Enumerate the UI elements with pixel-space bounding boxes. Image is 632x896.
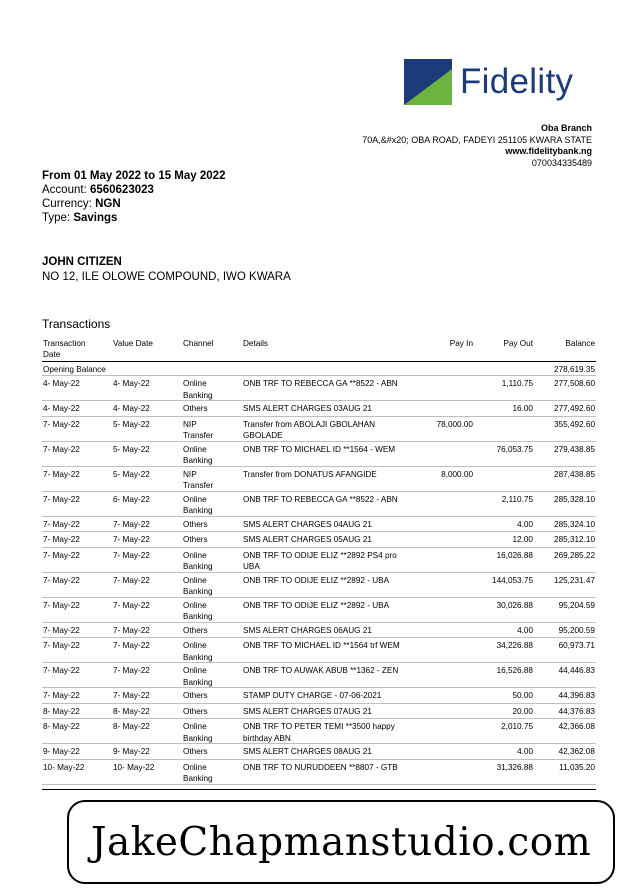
cell-channel: NIP Transfer <box>183 469 214 490</box>
cell-pay-out: 76,053.75 <box>496 444 533 454</box>
cell-transaction-date: 9- May-22 <box>43 747 80 756</box>
opening-balance-value: 278,619.35 <box>554 365 595 374</box>
branch-info <box>362 123 592 169</box>
table-row <box>42 744 596 760</box>
cell-details: ONB TRF TO ODIJE ELIZ **2892 - UBA <box>243 600 390 610</box>
cell-transaction-date: 7- May-22 <box>43 519 80 529</box>
cell-transaction-date: 8- May-22 <box>43 706 80 716</box>
header-transaction-date: Transaction Date <box>43 339 86 359</box>
cell-value-date: 7- May-22 <box>113 519 150 529</box>
table-row <box>42 688 596 704</box>
cell-channel: Online Banking <box>183 444 213 465</box>
table-row <box>42 598 596 623</box>
cell-details: ONB TRF TO REBECCA GA **8522 - ABN <box>243 379 398 388</box>
watermark-text: JakeChapmanstudio.com <box>90 819 592 865</box>
cell-transaction-date: 8- May-22 <box>43 722 80 731</box>
currency-label: Currency: <box>42 198 92 210</box>
cell-channel: Online Banking <box>183 722 213 743</box>
cell-value-date: 7- May-22 <box>113 535 150 544</box>
cell-transaction-date: 7- May-22 <box>43 641 80 650</box>
cell-balance: 285,312.10 <box>554 535 595 544</box>
table-row <box>42 417 596 442</box>
branch-website: www.fidelitybank.ng <box>505 146 592 156</box>
cell-value-date: 7- May-22 <box>113 600 150 610</box>
table-row <box>42 376 596 401</box>
fidelity-logo <box>404 59 573 105</box>
cell-channel: Others <box>183 625 208 635</box>
cell-pay-in: 8,000.00 <box>441 469 473 479</box>
cell-value-date: 7- May-22 <box>113 550 150 560</box>
cell-details: ONB TRF TO ODIJE ELIZ **2892 PS4 pro UBA <box>243 550 397 571</box>
cell-details: ONB TRF TO ODIJE ELIZ **2892 - UBA <box>243 575 390 585</box>
cell-balance: 95,200.59 <box>558 625 595 635</box>
cell-balance: 95,204.59 <box>558 600 595 610</box>
cell-channel: Online Banking <box>183 641 213 662</box>
cell-transaction-date: 7- May-22 <box>43 444 80 454</box>
cell-details: SMS ALERT CHARGES 08AUG 21 <box>243 747 372 756</box>
cell-value-date: 7- May-22 <box>113 625 150 635</box>
cell-details: ONB TRF TO REBECCA GA **8522 - ABN <box>243 494 398 504</box>
cell-transaction-date: 7- May-22 <box>43 494 80 504</box>
cell-balance: 44,376.83 <box>558 706 595 716</box>
cell-details: Transfer from ABOLAJI GBOLAHAN GBOLADE <box>243 419 376 440</box>
cell-details: ONB TRF TO PETER TEMI **3500 happy birthday ABN <box>243 722 395 743</box>
cell-transaction-date: 7- May-22 <box>43 600 80 610</box>
cell-balance: 277,492.60 <box>554 404 595 413</box>
cell-transaction-date: 7- May-22 <box>43 625 80 635</box>
table-row <box>42 638 596 663</box>
branch-phone: 070034335489 <box>531 157 592 168</box>
cell-balance: 285,328.10 <box>554 494 595 504</box>
cell-value-date: 10- May-22 <box>113 762 155 772</box>
header-pay-out: Pay Out <box>503 339 533 348</box>
cell-balance: 269,285.22 <box>554 550 595 560</box>
cell-pay-out: 4.00 <box>517 519 533 529</box>
cell-channel: Others <box>183 404 208 413</box>
currency-line <box>42 197 225 211</box>
table-row <box>42 704 596 720</box>
cell-details: SMS ALERT CHARGES 04AUG 21 <box>243 519 372 529</box>
account-label: Account: <box>42 184 87 196</box>
account-line <box>42 183 225 197</box>
header-balance: Balance <box>565 339 595 348</box>
table-row <box>42 623 596 639</box>
cell-balance: 277,508.60 <box>554 379 595 388</box>
table-bottom-rule <box>42 789 596 790</box>
fidelity-logo-text: Fidelity <box>460 62 574 101</box>
cell-channel: Online Banking <box>183 762 213 783</box>
cell-details: ONB TRF TO MICHAEL ID **1564 - WEM <box>243 444 396 454</box>
cell-transaction-date: 7- May-22 <box>43 575 80 585</box>
table-row <box>42 492 596 517</box>
cell-value-date: 5- May-22 <box>113 444 150 454</box>
cell-transaction-date: 10- May-22 <box>43 762 85 772</box>
cell-transaction-date: 7- May-22 <box>43 550 80 560</box>
cell-value-date: 8- May-22 <box>113 706 150 716</box>
cell-value-date: 6- May-22 <box>113 494 150 504</box>
cell-channel: Online Banking <box>183 494 213 515</box>
statement-info <box>42 169 225 225</box>
cell-balance: 11,035.20 <box>559 762 595 772</box>
table-row <box>42 517 596 533</box>
cell-details: Transfer from DONATUS AFANGIDE <box>243 469 377 479</box>
cell-value-date: 7- May-22 <box>113 641 150 650</box>
cell-channel: Online Banking <box>183 600 213 621</box>
table-row <box>42 573 596 598</box>
cell-balance: 44,446.83 <box>558 666 595 675</box>
cell-balance: 355,492.60 <box>554 419 595 429</box>
cell-pay-out: 20.00 <box>512 706 533 716</box>
cell-pay-out: 31,326.88 <box>496 762 533 772</box>
cell-pay-out: 16,026.88 <box>496 550 533 560</box>
cell-balance: 125,231.47 <box>554 575 595 585</box>
cell-balance: 42,362.08 <box>558 747 595 756</box>
table-header <box>42 337 596 362</box>
cell-value-date: 7- May-22 <box>113 691 150 700</box>
transactions-table <box>42 337 596 785</box>
cell-details: SMS ALERT CHARGES 05AUG 21 <box>243 535 372 544</box>
header-value-date: Value Date <box>113 339 153 348</box>
cell-value-date: 4- May-22 <box>113 404 150 413</box>
fidelity-logo-mark-icon <box>404 59 452 105</box>
type-value: Savings <box>73 212 118 224</box>
cell-channel: Online Banking <box>183 575 213 596</box>
table-row <box>42 532 596 548</box>
watermark-banner <box>67 800 615 884</box>
statement-period: From 01 May 2022 to 15 May 2022 <box>42 170 226 182</box>
account-number: 6560623023 <box>89 184 154 196</box>
opening-balance-label: Opening Balance <box>43 365 106 374</box>
cell-transaction-date: 7- May-22 <box>43 419 80 429</box>
cell-value-date: 8- May-22 <box>113 722 150 731</box>
cell-pay-out: 2,010.75 <box>501 722 533 731</box>
cell-pay-out: 2,110.75 <box>501 494 533 504</box>
cell-pay-out: 1,110.75 <box>501 379 533 388</box>
cell-balance: 42,366.08 <box>558 722 595 731</box>
cell-pay-out: 12.00 <box>512 535 533 544</box>
table-row <box>42 467 596 492</box>
cell-channel: Others <box>183 691 208 700</box>
cell-balance: 44,396.83 <box>558 691 595 700</box>
cell-channel: NIP Transfer <box>183 419 214 440</box>
cell-transaction-date: 4- May-22 <box>43 379 80 388</box>
cell-channel: Others <box>183 747 208 756</box>
cell-transaction-date: 7- May-22 <box>43 469 80 479</box>
cell-balance: 279,438.85 <box>554 444 595 454</box>
cell-details: SMS ALERT CHARGES 03AUG 21 <box>243 404 372 413</box>
cell-balance: 287,438.85 <box>554 469 595 479</box>
customer-address: NO 12, ILE OLOWE COMPOUND, IWO KWARA <box>42 271 291 283</box>
cell-channel: Others <box>183 535 208 544</box>
cell-value-date: 4- May-22 <box>113 379 150 388</box>
cell-details: SMS ALERT CHARGES 07AUG 21 <box>243 706 372 716</box>
customer-name: JOHN CITIZEN <box>42 256 122 268</box>
cell-pay-out: 30,026.88 <box>496 600 533 610</box>
opening-balance-row <box>42 362 596 376</box>
header-details: Details <box>243 339 269 348</box>
cell-balance: 60,973.71 <box>558 641 595 650</box>
cell-pay-out: 50.00 <box>512 691 533 700</box>
header-pay-in: Pay In <box>449 339 473 348</box>
transactions-title: Transactions <box>42 317 111 331</box>
cell-pay-out: 34,226.88 <box>496 641 533 650</box>
table-row <box>42 719 596 744</box>
cell-balance: 285,324.10 <box>554 519 595 529</box>
cell-value-date: 7- May-22 <box>113 666 150 675</box>
cell-details: ONB TRF TO AUWAK ABUB **1362 - ZEN <box>243 666 399 675</box>
branch-name: Oba Branch <box>540 123 592 133</box>
customer-info <box>42 255 291 285</box>
cell-transaction-date: 4- May-22 <box>43 404 80 413</box>
cell-channel: Others <box>183 706 208 716</box>
table-row <box>42 663 596 688</box>
cell-channel: Others <box>183 519 208 529</box>
header-channel: Channel <box>183 339 214 348</box>
cell-pay-out: 4.00 <box>517 747 533 756</box>
currency-value: NGN <box>95 198 121 210</box>
cell-value-date: 9- May-22 <box>113 747 150 756</box>
cell-pay-out: 4.00 <box>517 625 533 635</box>
table-row <box>42 760 596 785</box>
cell-channel: Online Banking <box>183 379 213 400</box>
cell-pay-in: 78,000.00 <box>436 419 473 429</box>
cell-transaction-date: 7- May-22 <box>43 666 80 675</box>
cell-details: SMS ALERT CHARGES 06AUG 21 <box>243 625 372 635</box>
branch-address: 70A,&#x20; OBA ROAD, FADEYI 251105 KWARA STATE <box>362 134 592 145</box>
cell-value-date: 5- May-22 <box>113 419 150 429</box>
type-line <box>42 211 225 225</box>
table-row <box>42 401 596 417</box>
cell-value-date: 5- May-22 <box>113 469 150 479</box>
cell-channel: Online Banking <box>183 550 213 571</box>
cell-transaction-date: 7- May-22 <box>43 691 80 700</box>
cell-details: STAMP DUTY CHARGE - 07-06-2021 <box>243 691 382 700</box>
cell-channel: Online Banking <box>183 666 213 687</box>
table-row <box>42 442 596 467</box>
cell-details: ONB TRF TO NURUDDEEN **8807 - GTB <box>243 762 398 772</box>
table-row <box>42 548 596 573</box>
cell-pay-out: 144,053.75 <box>492 575 533 585</box>
cell-pay-out: 16.00 <box>512 404 533 413</box>
cell-value-date: 7- May-22 <box>113 575 150 585</box>
cell-details: ONB TRF TO MICHAEL ID **1564 trf WEM <box>243 641 400 650</box>
type-label: Type: <box>42 212 71 224</box>
cell-transaction-date: 7- May-22 <box>43 535 80 544</box>
cell-pay-out: 16,526.88 <box>496 666 533 675</box>
